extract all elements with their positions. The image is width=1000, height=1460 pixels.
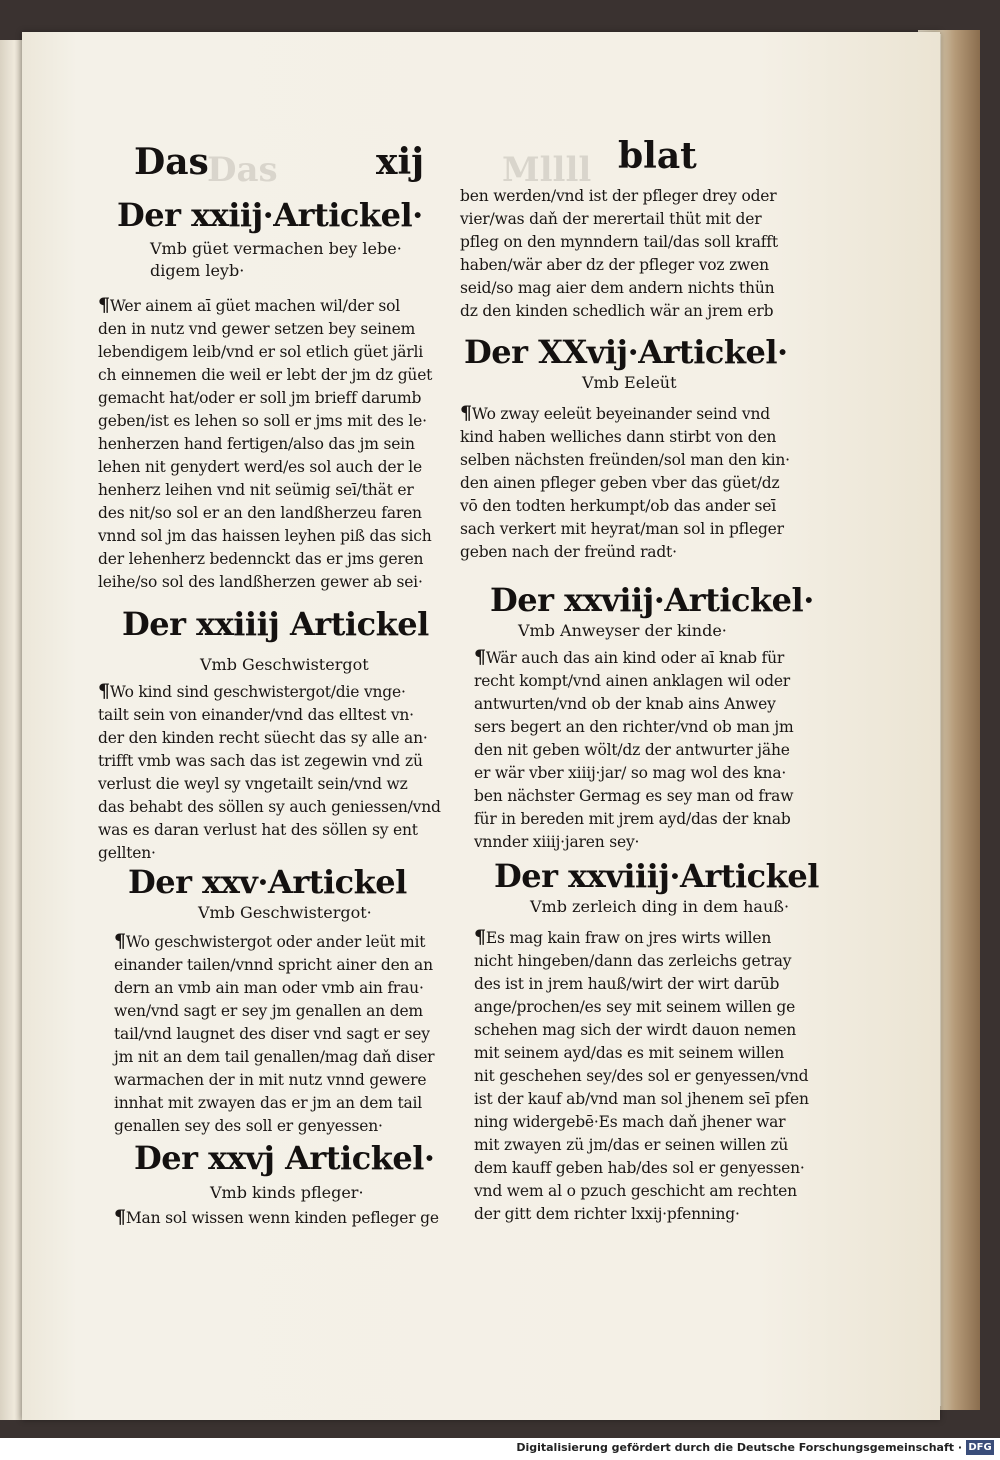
line-text: Wo zway eeleüt beyeinander seind vnd <box>471 405 770 423</box>
line-text: geben nach der freünd radt· <box>460 543 677 561</box>
text-line <box>474 973 809 996</box>
article-27-heading: Der XXvij·Artickel· <box>464 333 788 371</box>
text-line <box>98 727 441 750</box>
line-text: warmachen der in mit nutz vnnd gewere <box>114 1071 427 1089</box>
funding-credit: Digitalisierung gefördert durch die Deutsche Forschungsgemeinschaft · <box>516 1441 962 1454</box>
text-line <box>460 208 778 231</box>
line-text: den nit geben wölt/dz der antwurter jähe <box>474 741 790 759</box>
text-line <box>474 831 794 854</box>
text-line <box>474 1134 809 1157</box>
line-text: was es daran verlust hat des söllen sy ent <box>98 821 418 839</box>
line-text: mit seinem ayd/das es mit seinem willen <box>474 1044 785 1062</box>
text-line <box>474 1111 809 1134</box>
text-line <box>98 750 441 773</box>
article-29-body <box>474 926 809 1226</box>
text-line <box>98 502 432 525</box>
text-line <box>474 950 809 973</box>
previous-page-edge <box>0 40 24 1420</box>
text-line <box>474 808 794 831</box>
text-line <box>98 318 432 341</box>
text-line <box>114 1023 434 1046</box>
article-26-subtitle: Vmb kinds pfleger· <box>210 1183 364 1202</box>
line-text: vnnd sol jm das haissen leyhen piß das sich <box>98 527 432 545</box>
article-28-heading: Der xxviij·Artickel· <box>490 581 814 619</box>
pilcrow-icon: ¶ <box>98 294 110 316</box>
text-line <box>98 410 432 433</box>
line-text: ben werden/vnd ist der pfleger drey oder <box>460 187 777 205</box>
line-text: jm nit an dem tail genallen/mag daň diser <box>114 1048 435 1066</box>
text-line <box>460 254 778 277</box>
article-29-subtitle: Vmb zerleich ding in dem hauß· <box>530 897 790 916</box>
line-text: Wer ainem aī güet machen wil/der sol <box>109 297 400 315</box>
line-text: kind haben welliches dann stirbt von den <box>460 428 777 446</box>
running-head-left: Das <box>134 141 209 183</box>
article-23-subtitle: Vmb güet vermachen bey lebe· <box>150 239 402 258</box>
text-line <box>98 842 441 865</box>
text-line <box>98 479 432 502</box>
article-24-subtitle: Vmb Geschwistergot <box>200 655 369 674</box>
text-line <box>460 402 790 426</box>
text-line <box>114 977 434 1000</box>
text-line <box>460 231 778 254</box>
line-text: mit zwayen zü jm/das er seinen willen zü <box>474 1136 789 1154</box>
article-26-heading: Der xxvj Artickel· <box>134 1139 435 1177</box>
line-text: Es mag kain fraw on jres wirts willen <box>485 929 772 947</box>
line-text: henherzen hand fertigen/also das jm sein <box>98 435 415 453</box>
text-line <box>460 449 790 472</box>
line-text: ange/prochen/es sey mit seinem willen ge <box>474 998 796 1016</box>
line-text: ist der kauf ab/vnd man sol jhenem seī pfen <box>474 1090 809 1108</box>
text-line <box>474 716 794 739</box>
line-text: er wär vber xiiij·jar/ so mag wol des kna· <box>474 764 787 782</box>
line-text: Man sol wissen wenn kinden pefleger ge <box>125 1209 439 1227</box>
line-text: dern an vmb ain man oder vmb ain frau· <box>114 979 424 997</box>
line-text: Wär auch das ain kind oder aī knab für <box>485 649 785 667</box>
line-text: gemacht hat/oder er soll jm brieff darumb <box>98 389 422 407</box>
text-line <box>98 796 441 819</box>
line-text: schehen mag sich der wirdt dauon nemen <box>474 1021 797 1039</box>
line-text: der den kinden recht süecht das sy alle an· <box>98 729 428 747</box>
running-head-right: blat <box>618 135 697 177</box>
line-text: lehen nit genydert werd/es sol auch der le <box>98 458 422 476</box>
text-line <box>474 670 794 693</box>
article-28-body <box>474 646 794 854</box>
line-text: Wo kind sind geschwistergot/die vnge· <box>109 683 406 701</box>
line-text: antwurten/vnd ob der knab ains Anwey <box>474 695 776 713</box>
line-text: henherz leihen vnd nit seümig seī/thät er <box>98 481 414 499</box>
text-line <box>474 785 794 808</box>
text-line <box>460 300 778 323</box>
text-line <box>460 185 778 208</box>
pilcrow-icon: ¶ <box>98 680 110 702</box>
article-23-subtitle: digem leyb· <box>150 261 245 280</box>
text-line <box>474 739 794 762</box>
line-text: der gitt dem richter lxxij·pfenning· <box>474 1205 740 1223</box>
line-text: sach verkert mit heyrat/man sol in pfleger <box>460 520 784 538</box>
line-text: nit geschehen sey/des sol er genyessen/vnd <box>474 1067 809 1085</box>
line-text: lebendigem leib/vnd er sol etlich güet järli <box>98 343 424 361</box>
text-line <box>98 571 432 594</box>
text-line <box>98 548 432 571</box>
text-line <box>474 762 794 785</box>
text-line <box>474 1065 809 1088</box>
line-text: einander tailen/vnnd spricht ainer den an <box>114 956 433 974</box>
text-line <box>114 930 434 954</box>
line-text: vnnder xiiij·jaren sey· <box>474 833 640 851</box>
text-line <box>460 472 790 495</box>
line-text: gellten· <box>98 844 156 862</box>
article-23-heading: Der xxiij·Artickel· <box>117 196 423 234</box>
line-text: verlust die weyl sy vngetailt sein/vnd wz <box>98 775 408 793</box>
line-text: des nit/so sol er an den landßherzeu faren <box>98 504 422 522</box>
show-through-ghost: Das <box>207 150 278 190</box>
line-text: für in bereden mit jrem ayd/das der knab <box>474 810 791 828</box>
line-text: den ainen pfleger geben vber das güet/dz <box>460 474 780 492</box>
text-line <box>460 518 790 541</box>
text-line <box>98 364 432 387</box>
line-text: dem kauff geben hab/des sol er genyessen· <box>474 1159 805 1177</box>
line-text: pfleg on den mynndern tail/das soll krafft <box>460 233 778 251</box>
text-line <box>114 1092 434 1115</box>
article-29-heading: Der xxviiij·Artickel <box>494 857 819 895</box>
line-text: den in nutz vnd gewer setzen bey seinem <box>98 320 416 338</box>
line-text: sers begert an den richter/vnd ob man jm <box>474 718 794 736</box>
line-text: vnd wem al o pzuch geschicht am rechten <box>474 1182 797 1200</box>
article-23-body <box>98 294 432 594</box>
line-text: trifft vmb was sach das ist zegewin vnd zü <box>98 752 423 770</box>
article-24-heading: Der xxiiij Artickel <box>122 605 429 643</box>
text-line <box>474 926 809 950</box>
pilcrow-icon: ¶ <box>474 646 486 668</box>
text-line <box>98 387 432 410</box>
text-line <box>460 541 790 564</box>
pilcrow-icon: ¶ <box>460 402 472 424</box>
line-text: ch einnemen die weil er lebt der jm dz güet <box>98 366 433 384</box>
article-28-subtitle: Vmb Anweyser der kinde· <box>518 621 727 640</box>
running-head-folio: xij <box>376 141 425 183</box>
article-24-body <box>98 680 441 865</box>
line-text: haben/wär aber dz der pfleger voz zwen <box>460 256 769 274</box>
text-line <box>460 277 778 300</box>
pilcrow-icon: ¶ <box>474 926 486 948</box>
article-25-heading: Der xxv·Artickel <box>128 863 407 901</box>
text-line <box>98 819 441 842</box>
text-line <box>114 1069 434 1092</box>
article-25-body <box>114 930 434 1138</box>
text-line <box>98 294 432 318</box>
text-line <box>474 1203 809 1226</box>
text-line <box>98 456 432 479</box>
article-25-subtitle: Vmb Geschwistergot· <box>198 903 372 922</box>
article-26-body <box>114 1206 439 1230</box>
text-line <box>474 646 794 670</box>
line-text: geben/ist es lehen so soll er jms mit des le· <box>98 412 427 430</box>
line-text: das behabt des söllen sy auch geniessen/vnd <box>98 798 441 816</box>
text-line <box>98 680 441 704</box>
line-text: vō den todten herkumpt/ob das ander seī <box>460 497 776 515</box>
text-line <box>474 1042 809 1065</box>
line-text: der lehenherz bedennckt das er jms geren <box>98 550 424 568</box>
text-line <box>474 1088 809 1111</box>
line-text: ning widergebē·Es mach daň jhener war <box>474 1113 786 1131</box>
dfg-logo: DFG <box>966 1440 994 1455</box>
show-through-ghost: Mllll <box>502 150 592 190</box>
text-line <box>114 1000 434 1023</box>
text-line <box>98 525 432 548</box>
pilcrow-icon: ¶ <box>114 930 126 952</box>
text-line <box>474 1019 809 1042</box>
line-text: nicht hingeben/dann das zerleichs getray <box>474 952 792 970</box>
book-page <box>22 32 940 1420</box>
line-text: innhat mit zwayen das er jm an dem tail <box>114 1094 423 1112</box>
text-line <box>98 341 432 364</box>
line-text: seid/so mag aier dem andern nichts thün <box>460 279 775 297</box>
continued-paragraph <box>460 185 778 323</box>
line-text: ben nächster Germag es sey man od fraw <box>474 787 794 805</box>
pilcrow-icon: ¶ <box>114 1206 126 1228</box>
line-text: des ist in jrem hauß/wirt der wirt darūb <box>474 975 780 993</box>
line-text: selben nächsten freünden/sol man den kin· <box>460 451 790 469</box>
text-line <box>98 433 432 456</box>
line-text: tail/vnd laugnet des diser vnd sagt er sey <box>114 1025 430 1043</box>
text-line <box>98 773 441 796</box>
text-line <box>460 426 790 449</box>
text-line <box>474 996 809 1019</box>
line-text: wen/vnd sagt er sey jm genallen an dem <box>114 1002 423 1020</box>
article-27-body <box>460 402 790 564</box>
line-text: recht kompt/vnd ainen anklagen wil oder <box>474 672 791 690</box>
line-text: tailt sein von einander/vnd das elltest vn· <box>98 706 414 724</box>
text-line <box>474 1157 809 1180</box>
article-27-subtitle: Vmb Eeleüt <box>582 373 677 392</box>
line-text: genallen sey des soll er genyessen· <box>114 1117 383 1135</box>
text-line <box>114 954 434 977</box>
text-line <box>474 693 794 716</box>
line-text: leihe/so sol des landßherzen gewer ab sei· <box>98 573 423 591</box>
line-text: Wo geschwistergot oder ander leüt mit <box>125 933 426 951</box>
line-text: dz den kinden schedlich wär an jrem erb <box>460 302 774 320</box>
text-line <box>98 704 441 727</box>
text-line <box>114 1115 434 1138</box>
text-line <box>474 1180 809 1203</box>
text-line <box>460 495 790 518</box>
text-line <box>114 1206 439 1230</box>
text-line <box>114 1046 434 1069</box>
line-text: vier/was daň der merertail thüt mit der <box>460 210 762 228</box>
